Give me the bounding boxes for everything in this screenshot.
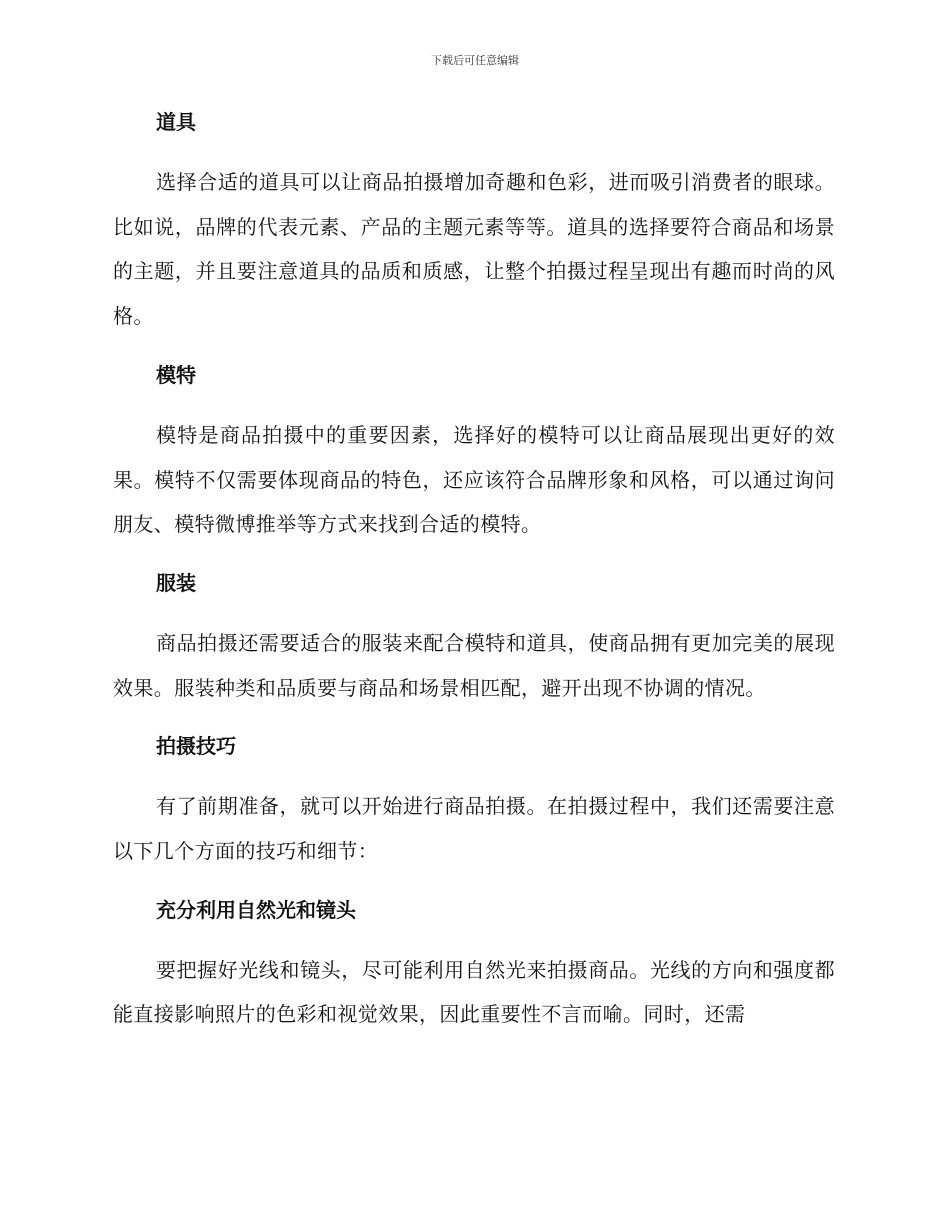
section-heading-props: 道具 [156, 110, 196, 134]
section-paragraph-clothing: 商品拍摄还需要适合的服装来配合模特和道具，使商品拥有更加完美的展现效果。服装种类和品质要与商品和场景相匹配，避开出现不协调的情况。 [113, 630, 835, 700]
section-heading-model: 模特 [156, 362, 196, 387]
section-paragraph-props: 选择合适的道具可以让商品拍摄增加奇趣和色彩，进而吸引消费者的眼球。比如说，品牌的代表元素、产品的主题元素等等。道具的选择要符合商品和场景的主题，并且要注意道具的品质和质感，让整个拍摄过程呈现出有趣而时尚的风格。 [113, 170, 835, 329]
page-header: 下载后可任意编辑 [431, 54, 519, 67]
section-paragraph-shooting-tips: 有了前期准备，就可以开始进行商品拍摄。在拍摄过程中，我们还需要注意以下几个方面的技巧和细节： [113, 794, 835, 864]
section-paragraph-model: 模特是商品拍摄中的重要因素，选择好的模特可以让商品展现出更好的效果。模特不仅需要体现商品的特色，还应该符合品牌形象和风格，可以通过询问朋友、模特微博推举等方式来找到合适的模特。 [113, 422, 835, 537]
section-heading-natural-light: 充分利用自然光和镜头 [156, 897, 356, 922]
section-heading-clothing: 服装 [156, 570, 196, 595]
section-heading-shooting-tips: 拍摄技巧 [156, 734, 236, 759]
section-paragraph-natural-light: 要把握好光线和镜头，尽可能利用自然光来拍摄商品。光线的方向和强度都能直接影响照片的色彩和视觉效果，因此重要性不言而喻。同时，还需 [113, 957, 835, 1027]
document-body [113, 108, 835, 1037]
